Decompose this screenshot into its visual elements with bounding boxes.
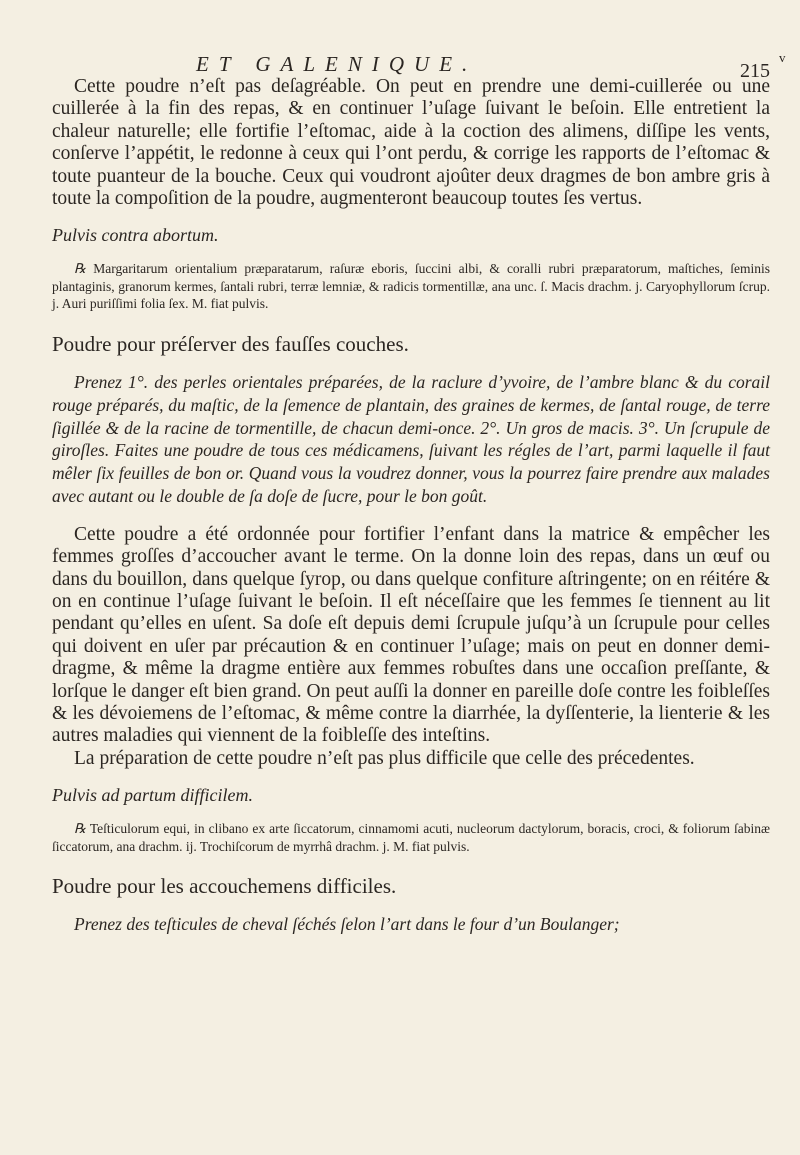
heading-pulvis-ad-partum: Pulvis ad partum difficilem.	[52, 785, 253, 806]
paragraph-prenez-testicules: Prenez des teſticules de cheval ſéchés ſelon l’art dans le four d’un Boulanger;	[74, 914, 620, 935]
latin-recipe-text: Teſticulorum equi, in clibano ex arte ſiccatorum, cinnamomi acuti, nucleorum dactylorum, boracis, croci, & foliorum ſabinæ ſiccatorum, ana drachm. ij. Trochiſcorum de myrrhâ drachm. j. M. fiat pulvis.	[52, 821, 770, 854]
heading-fausses-couches: Poudre pour préſerver des fauſſes couches.	[52, 331, 409, 356]
recipe-symbol-icon: ℞	[74, 261, 87, 277]
paragraph-preparation: La préparation de cette poudre n’eſt pas plus difficile que celle des précedentes.	[74, 747, 695, 769]
page-body	[52, 76, 770, 936]
heading-pulvis-contra-abortum: Pulvis contra abortum.	[52, 225, 219, 246]
recipe-symbol-icon: ℞	[74, 821, 87, 837]
page-number: 215	[740, 60, 770, 82]
latin-recipe-partum	[52, 820, 770, 855]
paragraph-poudre-vertus: Cette poudre n’eſt pas deſagréable. On peut en prendre une demi-cuillerée ou une cuillerée à la fin des repas, & en continuer l’uſage ſuivant le beſoin. Elle entretient la chaleur naturelle; elle fortifie l’eſtomac, aide à la coction des alimens, diſſipe les vents, conſerve l’appétit, le redonne à ceux qui l’ont perdu, & corrige les rapports de l’eſtomac & toute puanteur de la bouche. Ceux qui voudront ajoûter deux dragmes de bon ambre gris à toute la compoſition de la poudre, augmenteront beaucoup toutes ſes vertus.	[52, 76, 770, 210]
paragraph-prenez-perles: Prenez 1°. des perles orientales préparées, de la raclure d’yvoire, de l’ambre blanc & du corail rouge préparés, du maſtic, de la ſemence de plantain, des graines de kermes, de ſantal rouge, de terre ſigillée & de la racine de tormentille, de chacun demi-once. 2°. Un gros de macis. 3°. Un ſcrupule de giroſles. Faites une poudre de tous ces médicamens, ſuivant les régles de l’art, parmi laquelle il faut mêler ſix feuilles de bon or. Quand vous la voudrez donner, vous la pourrez faire prendre aux malades avec autant ou le double de ſa doſe de ſucre, pour le bon goût.	[52, 371, 770, 506]
latin-recipe-abortum	[52, 260, 770, 313]
paragraph-usage-poudre: Cette poudre a été ordonnée pour fortifier l’enfant dans la matrice & empêcher les femmes groſſes d’accoucher avant le terme. On la donne loin des repas, dans un œuf ou dans du bouillon, dans quelque ſyrop, ou dans quelque confiture aſtringente; on en réitére & on en continue l’uſage ſuivant le beſoin. Il eſt néceſſaire que les femmes ſe tiennent au lit pendant qu’elles en uſent. Sa doſe eſt depuis demi ſcrupule juſqu’à un ſcrupule pour celles qui doivent en uſer par précaution & en continuer l’uſage; mais on peut en donner demi-dragme, & même la dragme entière aux femmes robuſtes dans une occaſion preſſante, & lorſque le danger eſt bien grand. On peut auſſi la donner en pareille doſe contre les foibleſſes & les dévoiemens de l’eſtomac, & même contre la diarrhée, la dyſſenterie, la lienterie & les autres maladies qui viennent de la foibleſſe des inteſtins.	[52, 523, 770, 747]
running-title: ET GALENIQUE.	[196, 52, 478, 76]
signature-mark: v	[779, 50, 786, 65]
latin-recipe-text: Margaritarum orientalium præparatarum, raſuræ eboris, ſuccini albi, & coralli rubri præparatorum, maſtiches, ſeminis plantaginis, granorum kermes, ſantali rubri, terræ lemniæ, & radicis tormentillæ, ana unc. ſ. Macis drachm. j. Caryophyllorum ſcrup. j. Auri puriſſimi folia ſex. M. fiat pulvis.	[52, 261, 770, 312]
heading-accouchemens-difficiles: Poudre pour les accouchemens difficiles.	[52, 874, 397, 899]
